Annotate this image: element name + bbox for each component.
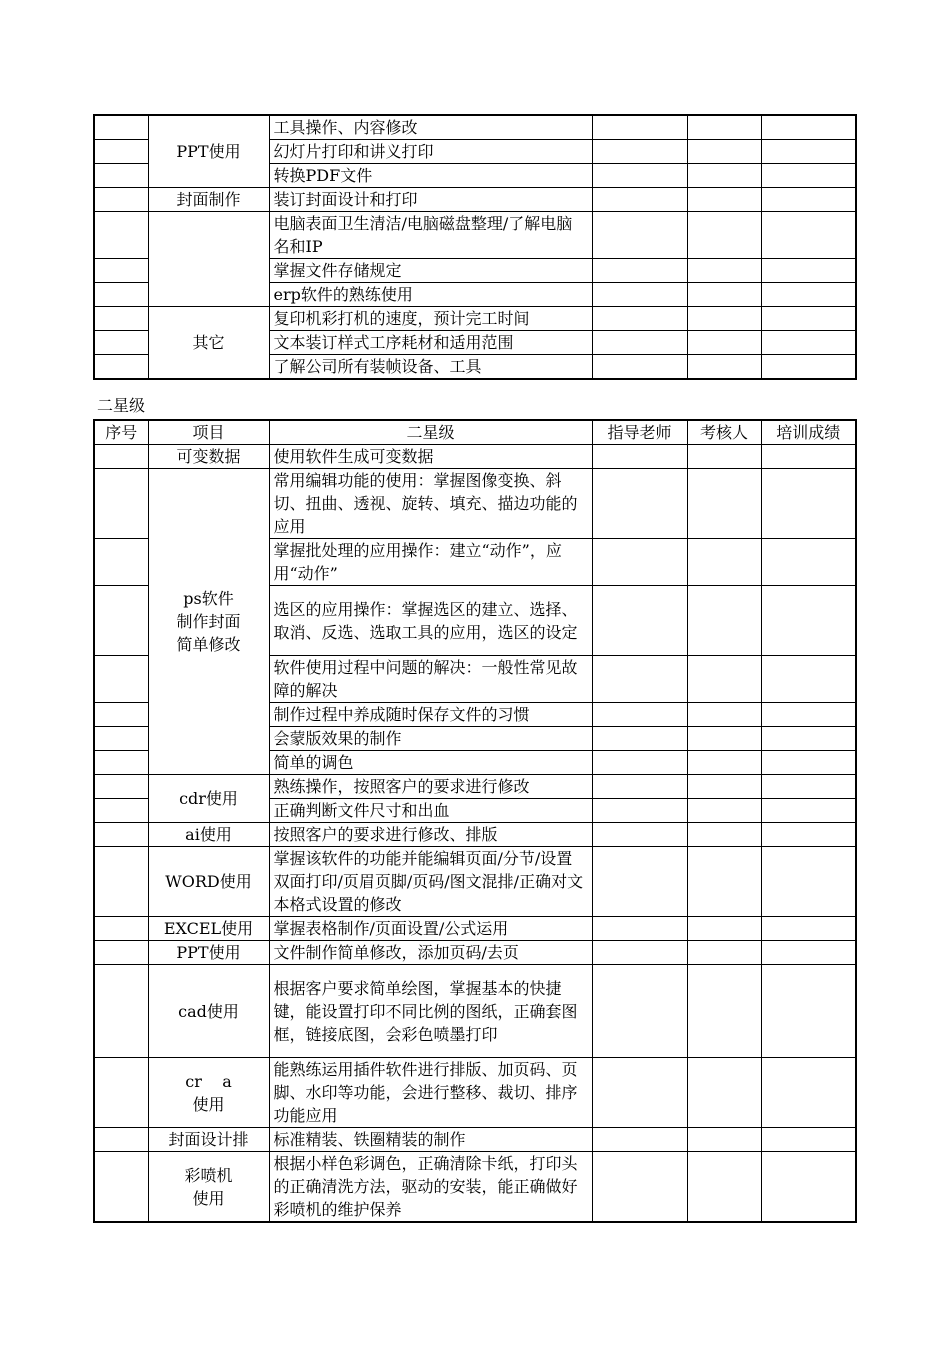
table-row — [94, 965, 856, 1058]
header-row — [94, 420, 856, 445]
seq-cell — [94, 164, 148, 188]
assessor-cell[interactable] — [687, 1058, 761, 1128]
two-star-training-table — [93, 419, 857, 1223]
header-seq: 序号 — [94, 420, 148, 445]
assessor-cell[interactable] — [687, 115, 761, 140]
content-cell: 转换PDF文件 — [269, 164, 592, 188]
assessor-cell[interactable] — [687, 751, 761, 775]
item-cell — [148, 212, 269, 307]
item-cell: PPT使用 — [148, 941, 269, 965]
score-cell[interactable] — [761, 188, 856, 212]
item-cell: cr a 使用 — [148, 1058, 269, 1128]
assessor-cell[interactable] — [687, 164, 761, 188]
teacher-cell[interactable] — [592, 331, 687, 355]
item-cell: 封面设计排 — [148, 1128, 269, 1152]
teacher-cell[interactable] — [592, 445, 687, 469]
header-assessor: 考核人 — [687, 420, 761, 445]
table-row — [94, 212, 856, 259]
assessor-cell[interactable] — [687, 703, 761, 727]
score-cell[interactable] — [761, 1128, 856, 1152]
content-cell: 工具操作、内容修改 — [269, 115, 592, 140]
header-teacher: 指导老师 — [592, 420, 687, 445]
header-item: 项目 — [148, 420, 269, 445]
content-cell: 标准精装、铁圈精装的制作 — [269, 1128, 592, 1152]
seq-cell — [94, 751, 148, 775]
assessor-cell[interactable] — [687, 539, 761, 586]
score-cell[interactable] — [761, 941, 856, 965]
score-cell[interactable] — [761, 164, 856, 188]
table-row — [94, 115, 856, 140]
teacher-cell[interactable] — [592, 115, 687, 140]
teacher-cell[interactable] — [592, 307, 687, 331]
table-row — [94, 1128, 856, 1152]
teacher-cell[interactable] — [592, 656, 687, 703]
item-cell: cdr使用 — [148, 775, 269, 823]
content-cell: 会蒙版效果的制作 — [269, 727, 592, 751]
teacher-cell[interactable] — [592, 1058, 687, 1128]
content-cell: 常用编辑功能的使用：掌握图像变换、斜切、扭曲、透视、旋转、填充、描边功能的应用 — [269, 469, 592, 539]
assessor-cell[interactable] — [687, 1152, 761, 1223]
teacher-cell[interactable] — [592, 539, 687, 586]
score-cell[interactable] — [761, 656, 856, 703]
teacher-cell[interactable] — [592, 775, 687, 799]
table-row — [94, 445, 856, 469]
table-row — [94, 823, 856, 847]
content-cell: 电脑表面卫生清洁/电脑磁盘整理/了解电脑名和IP — [269, 212, 592, 259]
assessor-cell[interactable] — [687, 965, 761, 1058]
item-cell: ai使用 — [148, 823, 269, 847]
table-row — [94, 188, 856, 212]
content-cell: 熟练操作，按照客户的要求进行修改 — [269, 775, 592, 799]
teacher-cell[interactable] — [592, 212, 687, 259]
item-cell: EXCEL使用 — [148, 917, 269, 941]
teacher-cell[interactable] — [592, 823, 687, 847]
score-cell[interactable] — [761, 917, 856, 941]
teacher-cell[interactable] — [592, 283, 687, 307]
score-cell[interactable] — [761, 469, 856, 539]
assessor-cell[interactable] — [687, 727, 761, 751]
content-cell: 制作过程中养成随时保存文件的习惯 — [269, 703, 592, 727]
assessor-cell[interactable] — [687, 283, 761, 307]
seq-cell — [94, 917, 148, 941]
seq-cell — [94, 656, 148, 703]
seq-cell — [94, 1152, 148, 1223]
section-title: 二星级 — [97, 396, 146, 415]
content-cell: 简单的调色 — [269, 751, 592, 775]
item-cell: 可变数据 — [148, 445, 269, 469]
content-cell: 掌握表格制作/页面设置/公式运用 — [269, 917, 592, 941]
seq-cell — [94, 283, 148, 307]
score-cell[interactable] — [761, 1058, 856, 1128]
content-cell: 能熟练运用插件软件进行排版、加页码、页脚、水印等功能，会进行整移、裁切、排序功能应用 — [269, 1058, 592, 1128]
assessor-cell[interactable] — [687, 1128, 761, 1152]
assessor-cell[interactable] — [687, 775, 761, 799]
assessor-cell[interactable] — [687, 331, 761, 355]
seq-cell — [94, 469, 148, 539]
score-cell[interactable] — [761, 1152, 856, 1223]
score-cell[interactable] — [761, 307, 856, 331]
assessor-cell[interactable] — [687, 469, 761, 539]
assessor-cell[interactable] — [687, 212, 761, 259]
seq-cell — [94, 847, 148, 917]
seq-cell — [94, 188, 148, 212]
assessor-cell[interactable] — [687, 799, 761, 823]
seq-cell — [94, 727, 148, 751]
item-cell: 封面制作 — [148, 188, 269, 212]
content-cell: 正确判断文件尺寸和出血 — [269, 799, 592, 823]
teacher-cell[interactable] — [592, 917, 687, 941]
score-cell[interactable] — [761, 751, 856, 775]
score-cell[interactable] — [761, 212, 856, 259]
seq-cell — [94, 212, 148, 259]
content-cell: 按照客户的要求进行修改、排版 — [269, 823, 592, 847]
seq-cell — [94, 586, 148, 656]
teacher-cell[interactable] — [592, 941, 687, 965]
content-cell: 根据客户要求简单绘图，掌握基本的快捷键，能设置打印不同比例的图纸，正确套图框，链接底图，会彩色喷墨打印 — [269, 965, 592, 1058]
seq-cell — [94, 140, 148, 164]
table-row — [94, 1058, 856, 1128]
score-cell[interactable] — [761, 331, 856, 355]
score-cell[interactable] — [761, 965, 856, 1058]
score-cell[interactable] — [761, 259, 856, 283]
table-row — [94, 917, 856, 941]
score-cell[interactable] — [761, 445, 856, 469]
teacher-cell[interactable] — [592, 799, 687, 823]
table-row — [94, 469, 856, 539]
content-cell: 文件制作简单修改，添加页码/去页 — [269, 941, 592, 965]
seq-cell — [94, 823, 148, 847]
content-cell: 软件使用过程中问题的解决：一般性常见故障的解决 — [269, 656, 592, 703]
seq-cell — [94, 703, 148, 727]
seq-cell — [94, 115, 148, 140]
assessor-cell[interactable] — [687, 823, 761, 847]
content-cell: 掌握文件存储规定 — [269, 259, 592, 283]
assessor-cell[interactable] — [687, 941, 761, 965]
content-cell: 掌握批处理的应用操作：建立“动作”，应用“动作” — [269, 539, 592, 586]
assessor-cell[interactable] — [687, 140, 761, 164]
item-cell: 其它 — [148, 307, 269, 380]
teacher-cell[interactable] — [592, 1128, 687, 1152]
score-cell[interactable] — [761, 847, 856, 917]
teacher-cell[interactable] — [592, 703, 687, 727]
content-cell: 复印机彩打机的速度，预计完工时间 — [269, 307, 592, 331]
teacher-cell[interactable] — [592, 469, 687, 539]
assessor-cell[interactable] — [687, 917, 761, 941]
seq-cell — [94, 1128, 148, 1152]
seq-cell — [94, 1058, 148, 1128]
content-cell: 装订封面设计和打印 — [269, 188, 592, 212]
content-cell: erp软件的熟练使用 — [269, 283, 592, 307]
assessor-cell[interactable] — [687, 188, 761, 212]
seq-cell — [94, 539, 148, 586]
teacher-cell[interactable] — [592, 355, 687, 380]
seq-cell — [94, 445, 148, 469]
table-row — [94, 775, 856, 799]
seq-cell — [94, 331, 148, 355]
header-score: 培训成绩 — [761, 420, 856, 445]
seq-cell — [94, 355, 148, 380]
item-cell: ps软件 制作封面 简单修改 — [148, 469, 269, 775]
score-cell[interactable] — [761, 727, 856, 751]
table-row — [94, 307, 856, 331]
table-row — [94, 1152, 856, 1223]
teacher-cell[interactable] — [592, 965, 687, 1058]
content-cell: 选区的应用操作：掌握选区的建立、选择、取消、反选、选取工具的应用，选区的设定 — [269, 586, 592, 656]
teacher-cell[interactable] — [592, 259, 687, 283]
score-cell[interactable] — [761, 140, 856, 164]
teacher-cell[interactable] — [592, 727, 687, 751]
teacher-cell[interactable] — [592, 847, 687, 917]
assessor-cell[interactable] — [687, 847, 761, 917]
assessor-cell[interactable] — [687, 586, 761, 656]
seq-cell — [94, 941, 148, 965]
score-cell[interactable] — [761, 283, 856, 307]
item-cell: cad使用 — [148, 965, 269, 1058]
assessor-cell[interactable] — [687, 355, 761, 380]
score-cell[interactable] — [761, 355, 856, 380]
training-table-continued — [93, 114, 857, 380]
content-cell: 根据小样色彩调色，正确清除卡纸，打印头的正确清洗方法，驱动的安装，能正确做好彩喷机的维护保养 — [269, 1152, 592, 1223]
table-row — [94, 941, 856, 965]
assessor-cell[interactable] — [687, 445, 761, 469]
item-cell: PPT使用 — [148, 115, 269, 188]
seq-cell — [94, 775, 148, 799]
content-cell: 掌握该软件的功能并能编辑页面/分节/设置双面打印/页眉页脚/页码/图文混排/正确对文本格式设置的修改 — [269, 847, 592, 917]
score-cell[interactable] — [761, 703, 856, 727]
seq-cell — [94, 259, 148, 283]
score-cell[interactable] — [761, 115, 856, 140]
seq-cell — [94, 799, 148, 823]
teacher-cell[interactable] — [592, 586, 687, 656]
teacher-cell[interactable] — [592, 188, 687, 212]
assessor-cell[interactable] — [687, 656, 761, 703]
teacher-cell[interactable] — [592, 140, 687, 164]
content-cell: 了解公司所有装帧设备、工具 — [269, 355, 592, 380]
score-cell[interactable] — [761, 775, 856, 799]
score-cell[interactable] — [761, 799, 856, 823]
header-content: 二星级 — [269, 420, 592, 445]
content-cell: 文本装订样式工序耗材和适用范围 — [269, 331, 592, 355]
teacher-cell[interactable] — [592, 164, 687, 188]
content-cell: 幻灯片打印和讲义打印 — [269, 140, 592, 164]
score-cell[interactable] — [761, 586, 856, 656]
score-cell[interactable] — [761, 539, 856, 586]
item-cell: 彩喷机 使用 — [148, 1152, 269, 1223]
score-cell[interactable] — [761, 823, 856, 847]
table-row — [94, 847, 856, 917]
seq-cell — [94, 965, 148, 1058]
teacher-cell[interactable] — [592, 751, 687, 775]
seq-cell — [94, 307, 148, 331]
item-cell: WORD使用 — [148, 847, 269, 917]
teacher-cell[interactable] — [592, 1152, 687, 1223]
assessor-cell[interactable] — [687, 307, 761, 331]
content-cell: 使用软件生成可变数据 — [269, 445, 592, 469]
assessor-cell[interactable] — [687, 259, 761, 283]
